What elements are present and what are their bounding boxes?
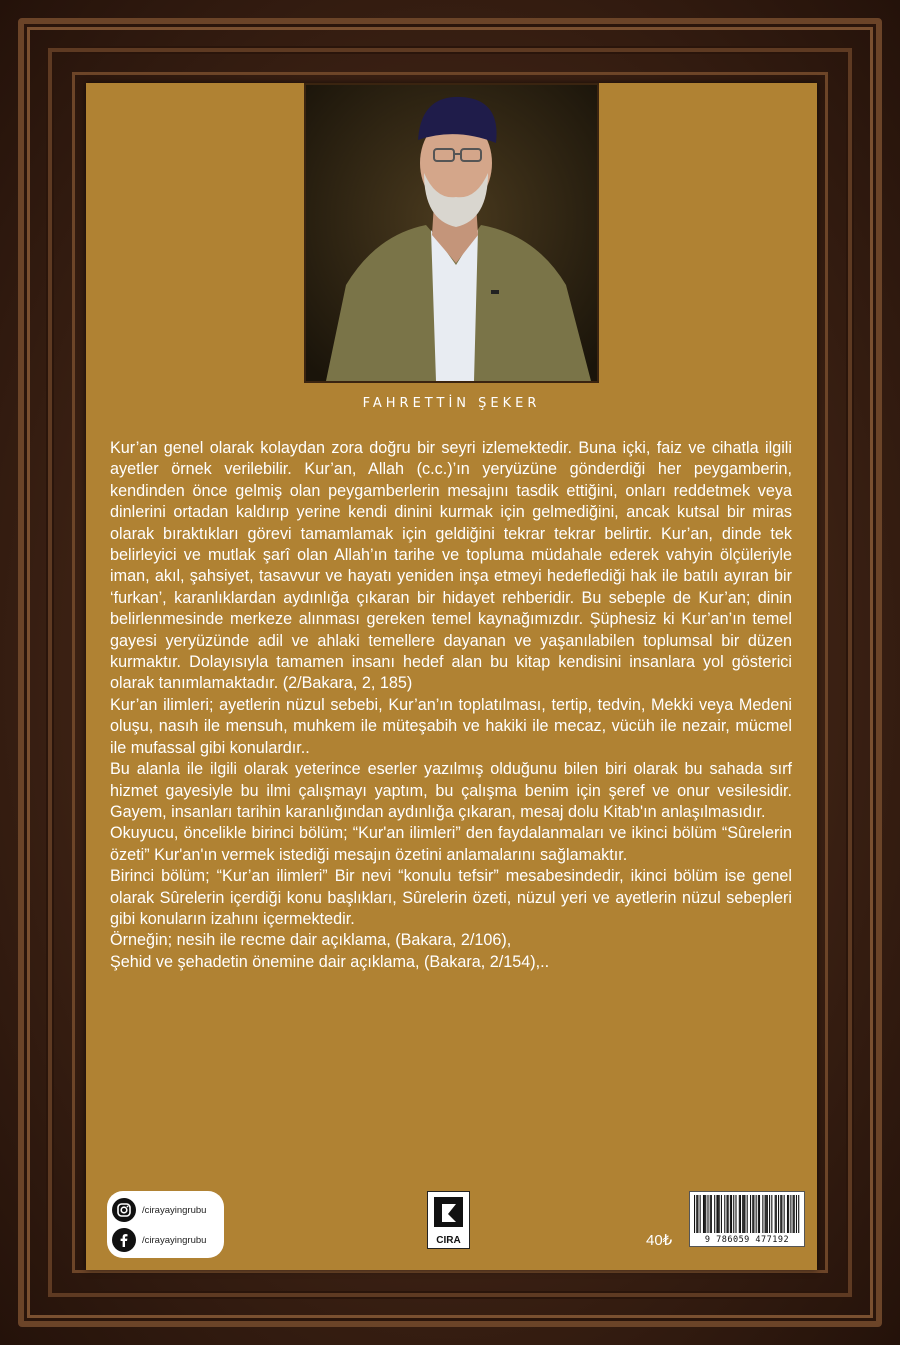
author-name: FAHRETTİN ŞEKER <box>362 396 541 411</box>
instagram-handle: /cirayayingrubu <box>142 1204 207 1216</box>
isbn-digits: 9 786059 477192 <box>704 1235 790 1245</box>
facebook-icon <box>112 1228 136 1252</box>
back-cover-text <box>110 438 792 973</box>
paragraph: Kur’an genel olarak kolaydan zora doğru bir seyri izlemektedir. Buna içki, faiz ve cihatla ilgili ayetler örnek verilebilir. Kur’an, Allah (c.c.)’ın yeryüzüne gönderdiği her peygamberin, kendinden önce gelmiş olan peygamberlerin mesajını tasdik ettiğini, onları reddetmek veya dinlerini ortadan kaldırıp yerine kendi dinini kurmak için gelmediğini, ancak kutsal bir miras olarak bıraktıkları görevi tamamlamak için geldiğini tekrar tekrar belirtir. Kur’an, dinde tek belirleyici ve mutlak şarî olan Allah’ın tarihe ve topluma müdahale ederek vahyin ölçüleriyle iman, akıl, şahsiyet, tasavvur ve hayatı yeniden inşa etmeyi hedeflediği hak ile batılı ayıran bir ‘furkan’, karanlıklardan aydınlığa çıkaran bir hidayet rehberidir. Bu sebeple de Kur’an; dinin belirlenmesinde merkeze alınması gereken temel kaynağımızdır. Şüphesiz ki Kur’an’ın temel gayesi yeryüzünde adil ve ahlaki temellere dayanan ve yaşanılabilen toplumsal bir düzen kurmaktır. Dolayısıyla tamamen insanı hedef alan bu kitap kendisini insanlara yol gösterici olarak tanımlamaktadır. (2/Bakara, 2, 185) <box>110 439 792 693</box>
paragraph: Örneğin; nesih ile recme dair açıklama, (Bakara, 2/106), <box>110 931 512 950</box>
paragraph: Şehid ve şehadetin önemine dair açıklama, (Bakara, 2/154),.. <box>110 952 550 971</box>
paragraph: Birinci bölüm; “Kur’an ilimleri” Bir nevi “konulu tefsir” mesabesindedir, ikinci bölüm ise genel olarak Sûrelerin içerdiği konu başlıkları, Sûrelerin özeti, nüzul yeri ve ayetlerin nüzul sebepleri gibi konuların izahını içermektedir. <box>110 867 792 928</box>
facebook-handle: /cirayayingrubu <box>142 1234 207 1246</box>
paragraph: Kur’an ilimleri; ayetlerin nüzul sebebi, Kur’an’ın toplatılması, tertip, tedvin, Mekki veya Medeni oluşu, nasıh ile mensuh, muhkem ile müteşabih ve hakiki ile mecaz, vücüh ile nezair, mücmel ile mufassal gibi konulardır.. <box>110 695 792 757</box>
isbn-barcode <box>689 1191 805 1247</box>
price: 40₺ <box>646 1232 673 1249</box>
barcode-bars <box>690 1192 804 1234</box>
publisher-logo <box>427 1191 470 1249</box>
author-photo <box>304 83 599 383</box>
instagram-link[interactable] <box>112 1196 206 1224</box>
social-media-box <box>107 1191 224 1258</box>
paragraph: Okuyucu, öncelikle birinci bölüm; “Kur'an ilimleri” den faydalanmaları ve ikinci bölüm “Sûrelerin özeti” Kur'an'ın vermek istediği mesajın özetini anlamalarını sağlamaktır. <box>110 824 792 864</box>
facebook-link[interactable] <box>112 1226 206 1254</box>
text-panel <box>86 83 817 1270</box>
publisher-logo-text: CIRA <box>436 1235 461 1246</box>
instagram-icon <box>112 1198 136 1222</box>
paragraph: Bu alanla ile ilgili olarak yeterince eserler yazılmış olduğunu bilen biri olarak bu sahada sırf hizmet gayesiyle bu ilmi çalışmayı yaptım, bu çalışma benim için şeref ve onur vesilesidir. Gayem, insanları tarihin karanlığından aydınlığa çıkaran, mesaj dolu Kitab'ın anlaşılmasıdır. <box>110 760 792 821</box>
